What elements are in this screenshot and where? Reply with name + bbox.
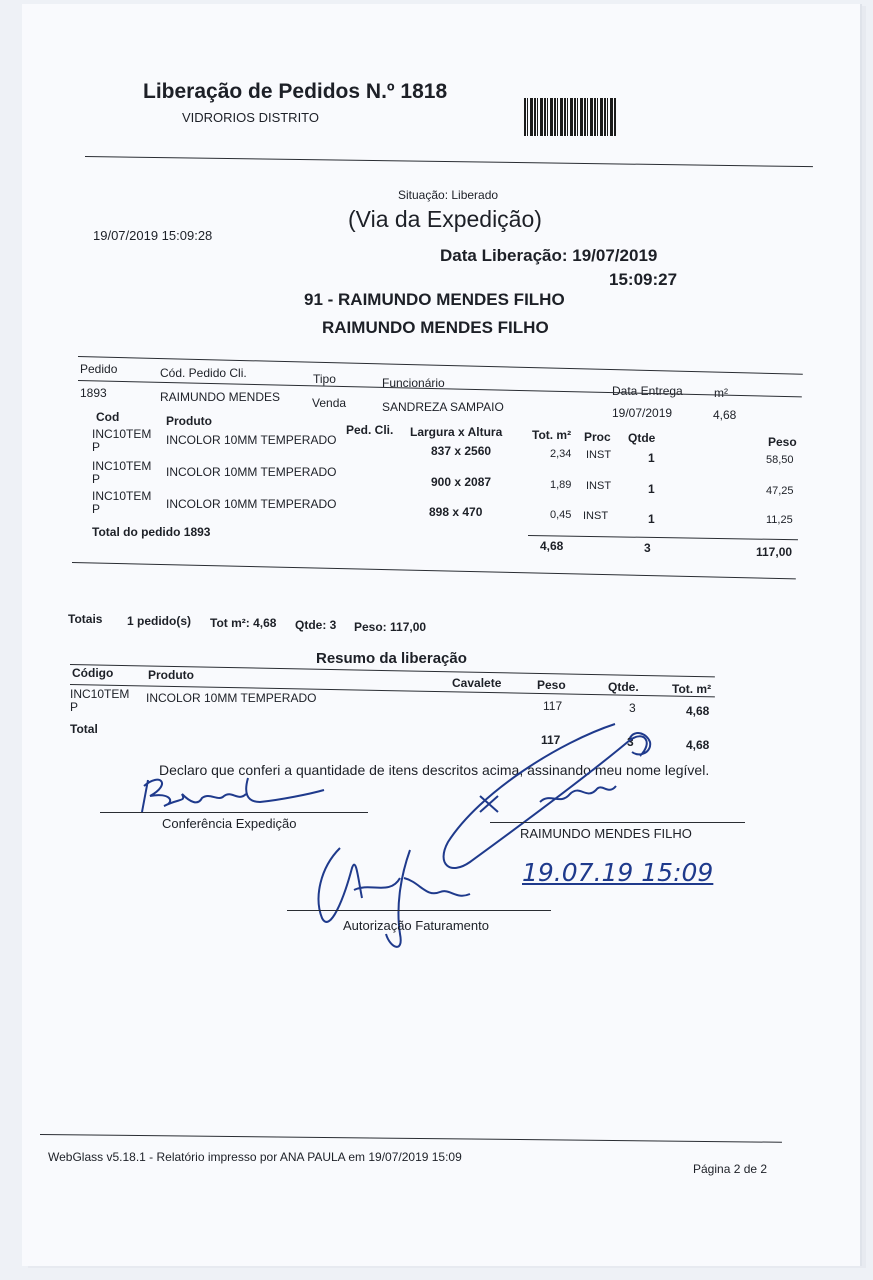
- item-proc: INST: [586, 449, 612, 461]
- val-tipo: Venda: [312, 396, 347, 410]
- hdr-peso: Peso: [768, 435, 797, 449]
- hdr-largura-altura: Largura x Altura: [410, 425, 503, 439]
- order-total-peso: 117,00: [756, 545, 793, 559]
- order-total-label: Total do pedido 1893: [92, 525, 211, 539]
- item-cod: INC10TEM: [92, 489, 152, 503]
- hdr-proc: Proc: [584, 430, 611, 444]
- item-cod: INC10TEM: [92, 427, 152, 441]
- resumo-title: Resumo da liberação: [316, 650, 467, 667]
- resumo-total-m2: 4,68: [686, 738, 710, 752]
- company-name: VIDRORIOS DISTRITO: [182, 110, 319, 125]
- item-produto: INCOLOR 10MM TEMPERADO: [166, 465, 337, 479]
- item-medidas: 898 x 470: [429, 505, 483, 519]
- hdr-tipo: Tipo: [313, 372, 336, 386]
- hdr-data-entrega: Data Entrega: [612, 384, 683, 398]
- cliente-line2: RAIMUNDO MENDES FILHO: [322, 318, 549, 337]
- hdr-qtde: Qtde: [628, 431, 656, 445]
- hdr-m2: m²: [714, 386, 728, 400]
- via-expedicao: (Via da Expedição): [348, 206, 542, 232]
- signature-line-autorizacao: [287, 910, 551, 911]
- item-cod-suffix: P: [92, 502, 101, 516]
- item-cod: INC10TEM: [92, 459, 152, 473]
- signature-line-cliente: [490, 822, 745, 823]
- val-data-entrega: 19/07/2019: [612, 406, 673, 420]
- item-proc: INST: [586, 480, 612, 492]
- resumo-hdr-produto: Produto: [148, 668, 194, 682]
- hdr-funcionario: Funcionário: [382, 376, 445, 390]
- item-proc: INST: [583, 510, 609, 522]
- resumo-hdr-tot-m2: Tot. m²: [672, 682, 712, 696]
- hdr-produto: Produto: [166, 414, 212, 428]
- resumo-hdr-peso: Peso: [537, 678, 566, 692]
- item-peso: 11,25: [766, 514, 793, 526]
- item-peso: 58,50: [766, 454, 794, 466]
- item-cod-suffix: P: [92, 440, 101, 454]
- resumo-peso: 117: [543, 699, 563, 713]
- item-produto: INCOLOR 10MM TEMPERADO: [166, 433, 337, 447]
- cliente-signature-name: RAIMUNDO MENDES FILHO: [520, 826, 692, 841]
- item-medidas: 837 x 2560: [431, 444, 492, 458]
- resumo-cod-suffix: P: [70, 700, 79, 714]
- signature-autorizacao: [300, 838, 500, 958]
- val-m2: 4,68: [713, 408, 737, 422]
- document-title: Liberação de Pedidos N.º 1818: [143, 80, 448, 103]
- item-qtde: 1: [648, 482, 655, 496]
- resumo-cod: INC10TEM: [70, 687, 130, 701]
- totais-peso: Peso: 117,00: [354, 620, 427, 634]
- hdr-ped-cli: Ped. Cli.: [346, 423, 394, 437]
- hdr-cod-pedido-cli: Cód. Pedido Cli.: [160, 366, 247, 380]
- declaration: Declaro que conferi a quantidade de itens descritos acima, assinando meu nome legível.: [159, 762, 710, 778]
- conferencia-label: Conferência Expedição: [162, 816, 297, 831]
- item-cod-suffix: P: [92, 472, 101, 486]
- val-pedido: 1893: [80, 386, 107, 400]
- signature-line-conferencia: [100, 812, 368, 813]
- handwritten-date: 19.07.19 15:09: [522, 858, 714, 887]
- order-total-qtde: 3: [644, 541, 651, 555]
- hdr-tot-m2: Tot. m²: [532, 428, 572, 442]
- printed-at: 19/07/2019 15:09:28: [93, 228, 213, 243]
- autorizacao-label: Autorização Faturamento: [343, 918, 489, 933]
- item-tot-m2: 0,45: [550, 509, 572, 521]
- item-medidas: 900 x 2087: [431, 475, 492, 489]
- resumo-tot-m2: 4,68: [686, 704, 710, 718]
- order-total-m2: 4,68: [540, 539, 564, 553]
- cliente-line1: 91 - RAIMUNDO MENDES FILHO: [304, 290, 565, 309]
- resumo-total-qtde: 3: [627, 735, 634, 749]
- barcode: [524, 98, 616, 136]
- resumo-hdr-codigo: Código: [72, 666, 114, 680]
- resumo-total-peso: 117: [541, 733, 561, 747]
- situacao: Situação: Liberado: [398, 188, 499, 202]
- hdr-pedido: Pedido: [80, 362, 118, 376]
- resumo-hdr-cavalete: Cavalete: [452, 676, 502, 690]
- item-tot-m2: 1,89: [550, 479, 572, 491]
- hdr-cod: Cod: [96, 410, 120, 424]
- data-liberacao-time: 15:09:27: [609, 270, 678, 289]
- footer-page: Página 2 de 2: [693, 1162, 768, 1176]
- totais-qtde: Qtde: 3: [295, 618, 337, 632]
- resumo-hdr-qtde: Qtde.: [608, 680, 639, 694]
- data-liberacao: Data Liberação: 19/07/2019: [440, 246, 658, 265]
- item-produto: INCOLOR 10MM TEMPERADO: [166, 497, 337, 511]
- item-tot-m2: 2,34: [550, 448, 572, 460]
- resumo-produto: INCOLOR 10MM TEMPERADO: [146, 691, 317, 705]
- totais-tot-m2: Tot m²: 4,68: [210, 616, 277, 630]
- totais-pedidos: 1 pedido(s): [127, 614, 192, 628]
- resumo-total-label: Total: [70, 722, 98, 736]
- val-funcionario: SANDREZA SAMPAIO: [382, 400, 504, 414]
- item-peso: 47,25: [766, 485, 794, 497]
- resumo-qtde: 3: [629, 701, 636, 715]
- totais-label: Totais: [68, 612, 103, 626]
- footer-printed-by: WebGlass v5.18.1 - Relatório impresso por ANA PAULA em 19/07/2019 15:09: [48, 1150, 462, 1164]
- val-cod-pedido-cli: RAIMUNDO MENDES: [160, 390, 281, 404]
- item-qtde: 1: [648, 451, 655, 465]
- item-qtde: 1: [648, 512, 655, 526]
